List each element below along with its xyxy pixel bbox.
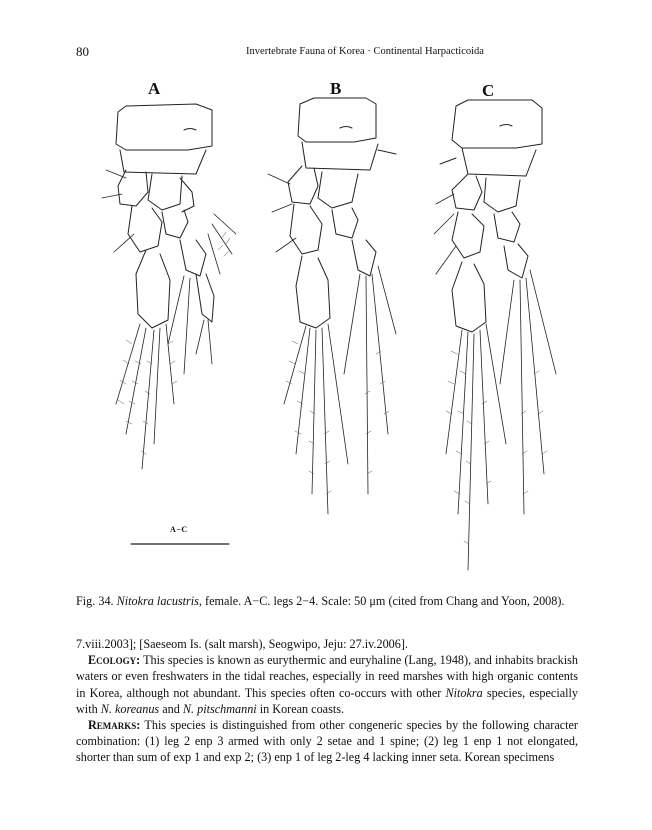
running-title: Invertebrate Fauna of Korea · Continental Harpacticoida [246, 46, 484, 57]
remarks-paragraph [76, 717, 578, 766]
ecology-text: This species is known as eurythermic and euryhaline (Lang, 1948), and inhabits brackish waters or even freshwaters in the tidal reaches, especially in reed marshes with high organic contents in Korea, although not abundant. This species often co-occurs with other [76, 653, 578, 700]
panel-label-a: A [148, 79, 161, 98]
ecology-species: N. koreanus [100, 701, 160, 716]
panel-label-b: B [330, 79, 342, 98]
caption-species: Nitokra lacustris [116, 594, 199, 608]
panel-b-leg-drawing [268, 98, 396, 514]
record-line: 7.viii.2003]; [Saeseom Is. (salt marsh), Seogwipo, Jeju: 27.iv.2006]. [76, 637, 408, 651]
body-text [76, 636, 578, 766]
ecology-text: species, especially with [76, 685, 578, 716]
ecology-text: in Korean coasts. [256, 701, 345, 716]
caption-rest: , female. A−C. legs 2−4. Scale: 50 μm (cited from Chang and Yoon, 2008). [198, 594, 565, 608]
ecology-heading: Ecology: [88, 653, 141, 668]
scale-bar-label: A−C [170, 525, 188, 534]
legs-illustration [96, 74, 566, 574]
figure-caption [76, 593, 596, 609]
remarks-text: This species is distinguished from other congeneric species by the following character combination: (1) leg 2 enp 3 armed with only 2 setae and 1 spine; (2) leg 1 enp 1 not elongated, shorter than sum of exp 1 and exp 2; (3) enp 1 of leg 2-leg 4 lacking inner seta. Korean specimens [76, 718, 578, 765]
page-number: 80 [76, 44, 89, 59]
panel-label-c: C [482, 81, 495, 100]
panel-a-leg-drawing [102, 104, 236, 544]
ecology-species: N. pitschmanni [182, 701, 257, 716]
caption-lead: Fig. 34. [76, 594, 117, 608]
panel-c-leg-drawing [434, 100, 556, 570]
figure-34 [96, 74, 566, 574]
ecology-text: and [159, 701, 183, 716]
ecology-genus: Nitokra [445, 685, 483, 700]
ecology-paragraph [76, 652, 578, 717]
remarks-heading: Remarks: [88, 718, 141, 733]
